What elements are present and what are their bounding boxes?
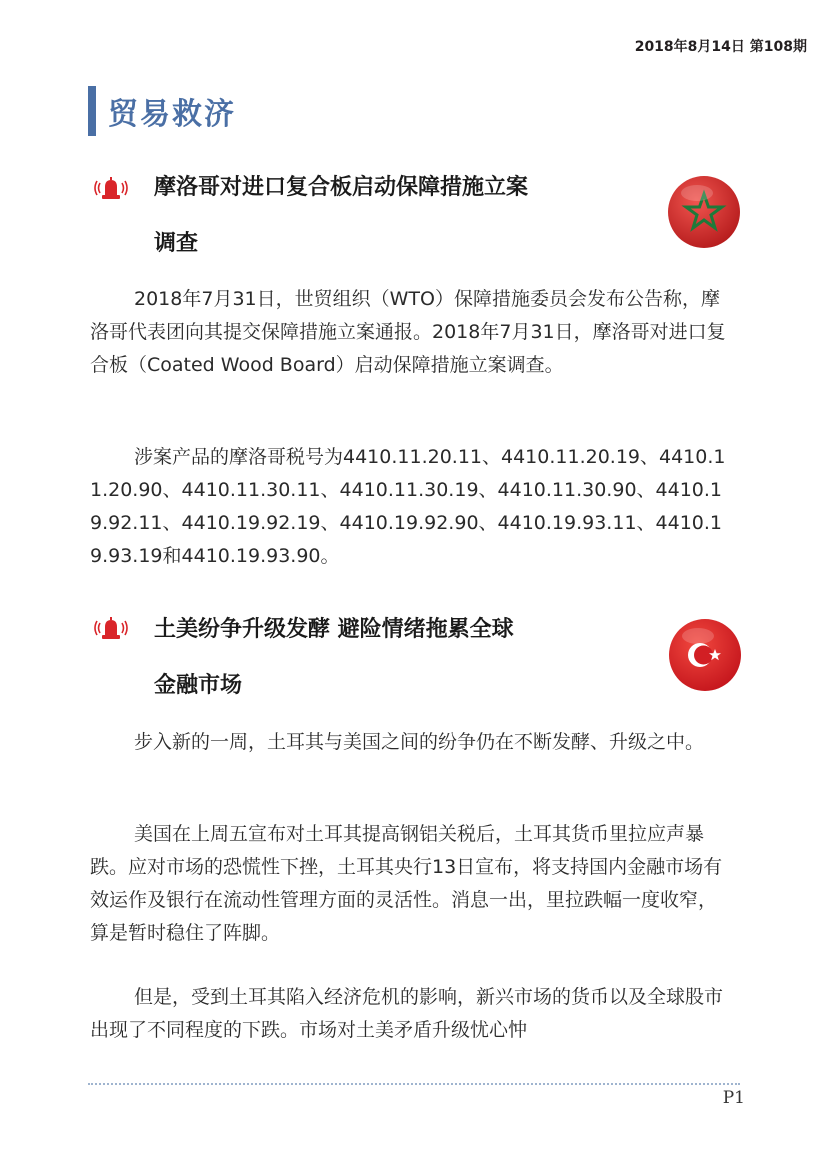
alarm-icon <box>94 615 128 641</box>
paragraph: 美国在上周五宣布对土耳其提高钢铝关税后，土耳其货币里拉应声暴跌。应对市场的恐慌性下挫，土耳其央行13日宣布，将支持国内金融市场有效运作及银行在流动性管理方面的灵活性。消息一出，里拉跌幅一度收窄，算是暂时稳住了阵脚。 <box>90 823 723 944</box>
paragraph: 2018年7月31日，世贸组织（WTO）保障措施委员会发布公告称，摩洛哥代表团向其提交保障措施立案通报。2018年7月31日，摩洛哥对进口复合板（Coated Wood Board）启动保障措施立案调查。 <box>90 288 726 376</box>
section-bar <box>88 86 96 136</box>
article-title-line: 金融市场 <box>154 673 243 698</box>
paragraph: 但是，受到土耳其陷入经济危机的影响，新兴市场的货币以及全球股市出现了不同程度的下跌。市场对土美矛盾升级忧心忡 <box>90 986 724 1041</box>
section-heading <box>88 86 236 136</box>
article-title-line: 调查 <box>154 231 199 256</box>
article-title-line: 土美纷争升级发酵 避险情绪拖累全球 <box>154 617 514 642</box>
article-title <box>154 160 624 272</box>
page-number: P1 <box>722 1088 745 1108</box>
turkey-flag-icon <box>668 618 742 692</box>
paragraph: 涉案产品的摩洛哥税号为4410.11.20.11、4410.11.20.19、4410.11.20.90、4410.11.30.11、4410.11.30.19、4410.11.30.90、4410.19.92.11、4410.19.92.19、4410.19.92.90、4410.19.93.11、4410.19.93.19和4410.19.93.90。 <box>90 446 726 567</box>
article-title-line: 摩洛哥对进口复合板启动保障措施立案 <box>154 175 529 200</box>
paragraph: 步入新的一周，土耳其与美国之间的纷争仍在不断发酵、升级之中。 <box>134 731 705 753</box>
article-title <box>154 602 624 714</box>
morocco-flag-icon <box>667 175 741 249</box>
issue-date: 2018年8月14日 第108期 <box>634 39 807 55</box>
footer-divider <box>88 1083 740 1085</box>
alarm-icon <box>94 175 128 201</box>
section-title: 贸易救济 <box>108 97 236 132</box>
